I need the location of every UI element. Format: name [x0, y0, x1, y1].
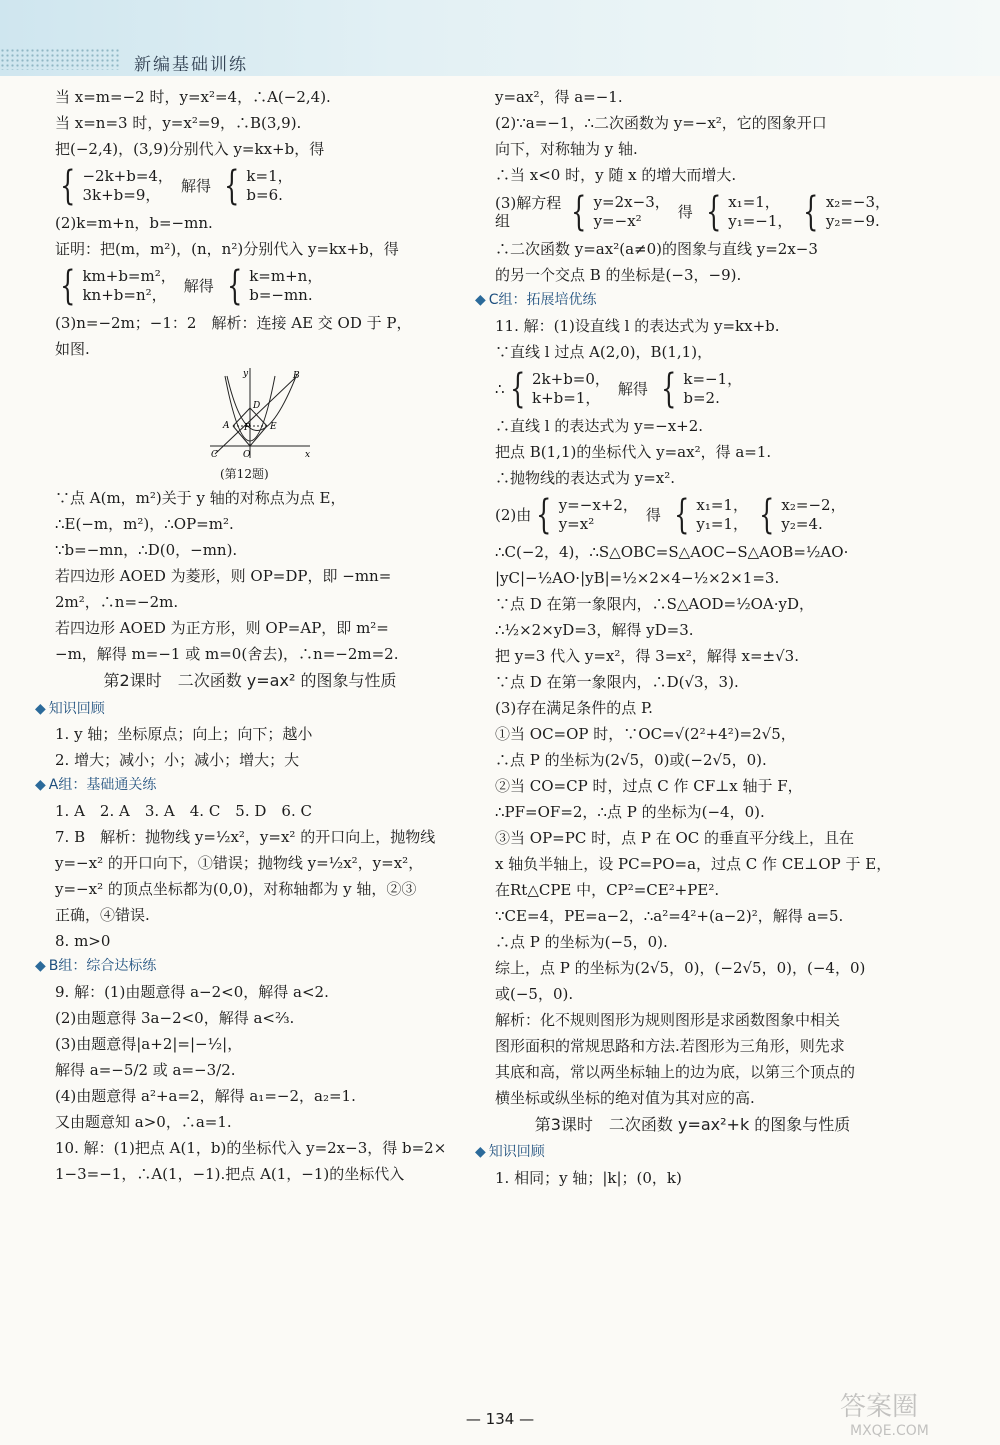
section-heading [475, 292, 890, 309]
text-line: 1−3=−1，∴A(1，−1).把点 A(1，−1)的坐标代入 [55, 1164, 405, 1183]
solution: x₁=1， [728, 193, 780, 212]
equation: k+b=1， [532, 388, 601, 407]
equation: km+b=m²， [82, 267, 176, 286]
solution: k=m+n， [249, 267, 323, 286]
text-line: (3)存在满足条件的点 P. [495, 698, 653, 717]
parabola-figure [205, 366, 315, 461]
text-line: (2)k=m+n，b=−mn. [55, 214, 213, 232]
text-line: ∴C(−2，4)，∴S△OBC=S△AOC−S△AOB=½AO· [495, 542, 849, 561]
text-line: 综上，点 P 的坐标为(2√5，0)，(−2√5，0)，(−4，0) [495, 958, 866, 977]
text-line: ∴点 P 的坐标为(2√5，0)或(−2√5，0). [495, 750, 767, 769]
brace-icon: { [571, 189, 587, 235]
equation: y=2x−3， [593, 193, 670, 212]
text-line: (4)由题意得 a²+a=2，解得 a₁=−2，a₂=1. [55, 1086, 356, 1105]
text-line: 的另一个交点 B 的坐标是(−3，−9). [495, 266, 742, 284]
equation-system [55, 163, 445, 209]
brace-icon: { [759, 491, 775, 538]
lesson-title: 第2课时 二次函数 y=ax² 的图象与性质 [103, 671, 397, 691]
solution: b=−mn. [249, 286, 313, 304]
solution: y₁=1， [696, 514, 748, 533]
solution: k=1， [246, 167, 293, 186]
equation: y=x² [558, 514, 595, 533]
equation-system [55, 263, 445, 309]
header-dot-pattern [0, 48, 120, 70]
text-line: −m，解得 m=−1 或 m=0(舍去)，∴n=−2m=2. [55, 645, 399, 664]
equation: 2k+b=0， [532, 370, 610, 389]
diamond-icon: ◆ [475, 292, 486, 308]
text-line: ∴当 x<0 时，y 随 x 的增大而增大. [495, 166, 737, 184]
text-line: ∵点 D 在第一象限内，∴S△AOD=½OA·yD， [495, 594, 815, 613]
text-line: ①当 OC=OP 时，∵OC=√(2²+4²)=2√5， [495, 724, 796, 743]
text-line: 当 x=n=3 时，y=x²=9，∴B(3,9). [55, 114, 302, 132]
system-lead: (2)由 [495, 505, 532, 524]
text-line: (3)由题意得|a+2|=|−½|， [55, 1034, 243, 1053]
text-line: ∴直线 l 的表达式为 y=−x+2. [495, 416, 704, 435]
text-line: 其底和高，常以两坐标轴上的边为底，以第三个顶点的 [495, 1062, 856, 1081]
book-series-title: 新编基础训练 [134, 55, 248, 75]
text-line: 解得 a=−5/2 或 a=−3/2. [55, 1060, 236, 1079]
section-label: 知识回顾 [488, 1143, 545, 1160]
text-line: ∴点 P 的坐标为(−5，0). [495, 932, 668, 951]
text-line: (2)∵a=−1，∴二次函数为 y=−x²，它的图象开口 [495, 114, 827, 132]
label-c: C [211, 450, 218, 460]
text-line: ∵点 A(m，m²)关于 y 轴的对称点为点 E， [55, 489, 346, 508]
brace-icon: { [673, 491, 690, 538]
brace-icon: { [60, 263, 76, 309]
text-line: ∴½×2×yD=3，解得 yD=3. [495, 620, 694, 639]
text-line: ∴抛物线的表达式为 y=x². [495, 468, 676, 487]
diamond-icon: ◆ [475, 1143, 486, 1160]
header-banner [0, 0, 1000, 76]
solution: y₂=4. [781, 514, 823, 533]
text-line: 10. 解：(1)把点 A(1，b)的坐标代入 y=2x−3，得 b=2× [55, 1138, 447, 1157]
text-line: y=−x² 的开口向下，①错误；抛物线 y=½x²，y=x²， [55, 854, 424, 873]
section-label: C组：拓展培优练 [488, 292, 597, 308]
text-line: ∴E(−m，m²)，∴OP=m². [55, 515, 234, 534]
equation: y=−x² [593, 212, 642, 230]
line-cb [215, 378, 295, 454]
solution: b=6. [246, 186, 283, 204]
section-heading [35, 958, 445, 975]
solve-word: 得 [645, 505, 661, 524]
text-line: 若四边形 AOED 为菱形，则 OP=DP，即 −mn= [55, 567, 392, 586]
solve-word: 解得 [183, 277, 214, 295]
text-line: ∵直线 l 过点 A(2,0)，B(1,1)， [495, 342, 713, 361]
label-a: A [223, 421, 230, 431]
lesson-title: 第3课时 二次函数 y=ax²+k 的图象与性质 [534, 1114, 851, 1134]
brace-icon: { [60, 163, 76, 209]
text-line: 又由题意知 a>0，∴a=1. [55, 1112, 232, 1131]
watermark-logo [830, 1385, 990, 1440]
right-column [475, 88, 892, 1195]
label-b: B [293, 371, 300, 381]
text-line: ②当 CO=CP 时，过点 C 作 CF⊥x 轴于 F， [495, 776, 803, 795]
text-line: ∵b=−mn，∴D(0，−mn). [55, 541, 238, 560]
label-d: D [253, 401, 261, 411]
text-line: 若四边形 AOED 为正方形，则 OP=AP，即 m²= [55, 619, 389, 638]
parabola-curve-2 [227, 374, 297, 431]
section-heading [475, 1144, 890, 1161]
solution: x₁=1， [696, 496, 748, 515]
text-line: 把(−2,4)，(3,9)分别代入 y=kx+b，得 [55, 140, 325, 158]
text-line: 解析：化不规则图形为规则图形是求函数图象中相关 [495, 1010, 841, 1029]
equation-system: ∴ { 2k+b=0， k+b=1， 解得 { k=−1， b=2. [495, 365, 743, 412]
text-line: 2m²，∴n=−2m. [55, 593, 179, 612]
text-line: 9. 解：(1)由题意得 a−2<0，解得 a<2. [55, 982, 329, 1001]
text-line: 当 x=m=−2 时，y=x²=4，∴A(−2,4). [55, 88, 331, 106]
brace-icon: { [509, 365, 525, 412]
watermark-text: 答案圈 [840, 1392, 919, 1422]
text-line: 证明：把(m，m²)，(n，n²)分别代入 y=kx+b，得 [55, 240, 399, 258]
brace-icon: { [226, 263, 243, 309]
section-heading [35, 701, 445, 718]
text-line: 7. B 解析：抛物线 y=½x²，y=x² 的开口向上，抛物线 [55, 828, 436, 847]
diamond-icon: ◆ [35, 700, 46, 717]
text-line: 横坐标或纵坐标的绝对值为其对应的高. [495, 1088, 755, 1107]
figure-caption: (第12题) [220, 467, 269, 481]
text-line: ③当 OP=PC 时，点 P 在 OC 的垂直平分线上，且在 [495, 828, 855, 847]
label-o: O [243, 450, 251, 460]
text-line: 在Rt△CPE 中，CP²=CE²+PE². [495, 880, 720, 899]
brace-icon: { [661, 365, 677, 412]
brace-icon: { [224, 163, 240, 209]
solve-word: 得 [677, 203, 693, 221]
equation-system [495, 491, 890, 538]
section-label: 知识回顾 [48, 700, 105, 717]
equation: y=−x+2， [558, 496, 638, 515]
text-line: 如图. [55, 340, 90, 358]
text-line: 2. 增大；减小；小；减小；增大；大 [55, 751, 300, 770]
label-y: y [243, 369, 249, 379]
brace-icon: { [536, 491, 552, 538]
equation-system [495, 189, 890, 235]
solution: b=2. [683, 388, 720, 407]
text-line: ∵点 D 在第一象限内，∴D(√3，3). [495, 672, 739, 691]
text-line: 向下，对称轴为 y 轴. [495, 140, 638, 158]
text-line: 1. y 轴；坐标原点；向上；向下；越小 [55, 725, 313, 744]
solution: x₂=−2， [781, 496, 846, 515]
text-line: y=ax²，得 a=−1. [495, 88, 623, 106]
page-number: — 134 — [465, 1410, 535, 1428]
text-line: 11. 解：(1)设直线 l 的表达式为 y=kx+b. [495, 316, 780, 335]
text-line: ∵CE=4，PE=a−2，∴a²=4²+(a−2)²，解得 a=5. [495, 906, 844, 925]
watermark-url: MXQE.COM [850, 1423, 929, 1439]
text-line: ∴PF=OF=2，∴点 P 的坐标为(−4，0). [495, 802, 765, 821]
brace-icon: { [705, 189, 722, 235]
section-label: B组：综合达标练 [48, 958, 157, 975]
section-heading [35, 777, 445, 794]
text-line: 把点 B(1,1)的坐标代入 y=ax²，得 a=1. [495, 442, 772, 461]
text-line: (3)n=−2m；−1：2 解析：连接 AE 交 OD 于 P， [55, 314, 412, 332]
text-line: 1. 相同；y 轴；|k|；(0，k) [495, 1168, 682, 1187]
text-line: 把 y=3 代入 y=x²，得 3=x²，解得 x=±√3. [495, 646, 799, 665]
solution: x₂=−3， [825, 193, 890, 212]
brace-icon: { [803, 189, 819, 235]
equation: kn+b=n²， [82, 286, 167, 304]
solution: y₁=−1， [728, 212, 793, 230]
diamond-icon: ◆ [35, 777, 46, 794]
label-p: P [244, 423, 251, 433]
equation: −2k+b=4， [82, 167, 173, 186]
text-line: y=−x² 的顶点坐标都为(0,0)，对称轴都为 y 轴，②③ [55, 880, 417, 899]
text-line: 8. m>0 [55, 932, 111, 951]
solution: k=−1， [683, 370, 743, 389]
text-line: 1. A 2. A 3. A 4. C 5. D 6. C [55, 802, 312, 821]
solve-word: 解得 [617, 379, 648, 398]
label-x: x [305, 450, 311, 460]
left-column [35, 88, 447, 1191]
text-line: x 轴负半轴上，设 PC=PO=a，过点 C 作 CE⊥OP 于 E， [495, 854, 892, 873]
text-line: 图形面积的常规思路和方法.若图形为三角形，则先求 [495, 1036, 845, 1055]
text-line: ∴二次函数 y=ax²(a≠0)的图象与直线 y=2x−3 [495, 240, 818, 258]
system-lead: (3)解方程组 [495, 194, 562, 230]
text-line: 或(−5，0). [495, 984, 574, 1003]
solution: y₂=−9. [825, 212, 880, 230]
text-line: (2)由题意得 3a−2<0，解得 a<⅔. [55, 1008, 295, 1027]
equation: 3k+b=9， [82, 186, 161, 204]
text-line: |yC|−½AO·|yB|=½×2×4−½×2×1=3. [495, 568, 780, 587]
solve-word: 解得 [180, 177, 211, 195]
label-e: E [270, 422, 277, 432]
diamond-icon: ◆ [35, 958, 46, 975]
section-label: A组：基础通关练 [48, 777, 157, 794]
text-line: 正确，④错误. [55, 906, 150, 925]
